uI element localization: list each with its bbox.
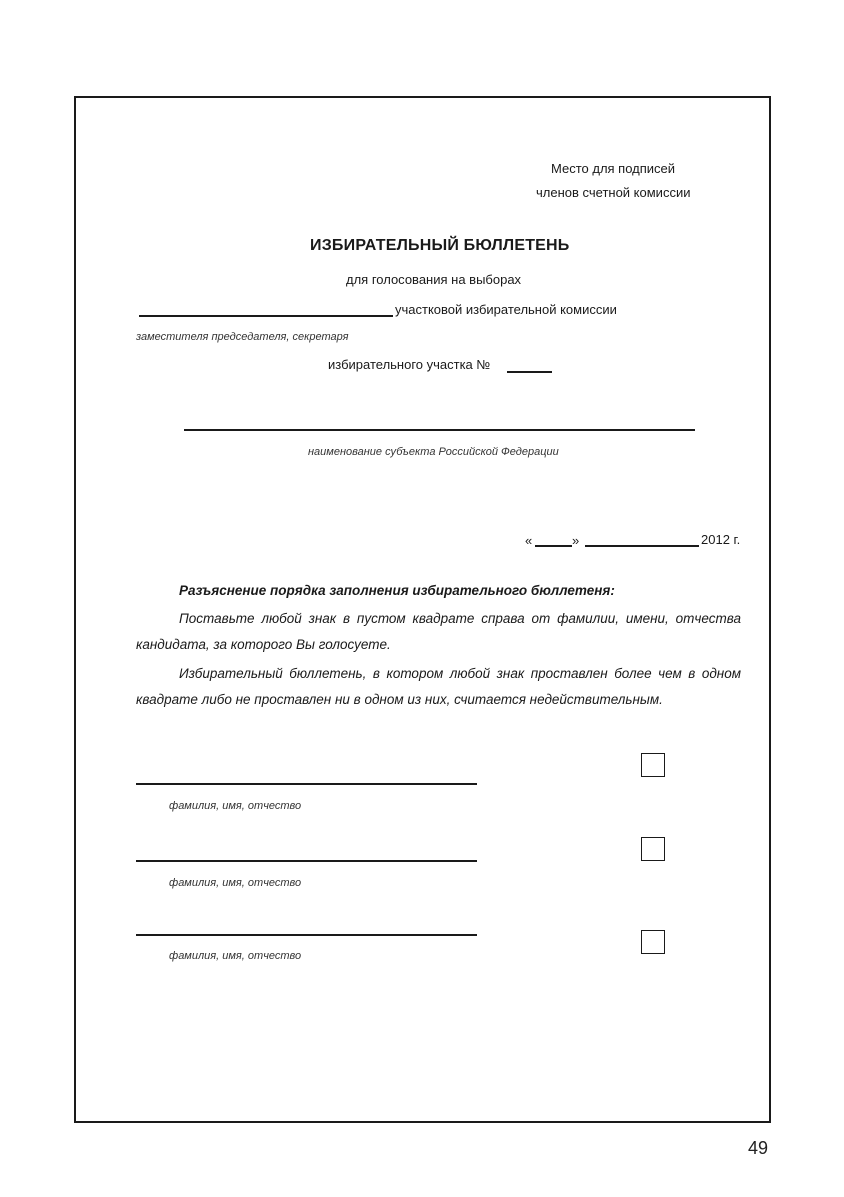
ballot-title: ИЗБИРАТЕЛЬНЫЙ БЮЛЛЕТЕНЬ: [310, 237, 570, 254]
commission-hint: заместителя председателя, секретаря: [136, 331, 349, 343]
candidate-2-checkbox[interactable]: [641, 837, 665, 861]
precinct-label: избирательного участка №: [328, 357, 491, 372]
instructions-p1-line1: Поставьте любой знак в пустом квадрате справа от фамилии, имени, отчества: [179, 611, 741, 626]
commission-blank-line[interactable]: [139, 315, 393, 317]
region-hint: наименование субъекта Российской Федерации: [308, 446, 559, 458]
instructions-heading: Разъяснение порядка заполнения избирательного бюллетеня:: [179, 583, 615, 598]
candidate-3-hint: фамилия, имя, отчество: [169, 950, 302, 962]
page-number: 49: [748, 1138, 769, 1158]
date-year: 2012 г.: [701, 532, 741, 547]
candidate-3-name-line[interactable]: [136, 934, 477, 936]
region-blank-line[interactable]: [184, 429, 695, 431]
signature-note-line1: Место для подписей: [551, 161, 676, 176]
instructions-p2-line1: Избирательный бюллетень, в котором любой знак проставлен более чем в одном: [179, 666, 741, 681]
instructions-p2-line2: квадрате либо не проставлен ни в одном из них, считается недействительным.: [136, 692, 663, 707]
candidate-1-hint: фамилия, имя, отчество: [169, 800, 302, 812]
precinct-number-blank[interactable]: [507, 371, 552, 373]
candidate-1-name-line[interactable]: [136, 783, 477, 785]
date-day-blank[interactable]: [535, 545, 572, 547]
date-close-quote: »: [572, 533, 580, 548]
candidate-2-hint: фамилия, имя, отчество: [169, 877, 302, 889]
candidate-1-checkbox[interactable]: [641, 753, 665, 777]
date-open-quote: «: [525, 533, 533, 548]
candidate-3-checkbox[interactable]: [641, 930, 665, 954]
ballot-subtitle: для голосования на выборах: [346, 272, 522, 287]
date-month-blank[interactable]: [585, 545, 699, 547]
signature-note-line2: членов счетной комиссии: [536, 185, 691, 200]
instructions-p1-line2: кандидата, за которого Вы голосуете.: [136, 637, 391, 652]
commission-suffix: участковой избирательной комиссии: [395, 302, 617, 317]
candidate-2-name-line[interactable]: [136, 860, 477, 862]
